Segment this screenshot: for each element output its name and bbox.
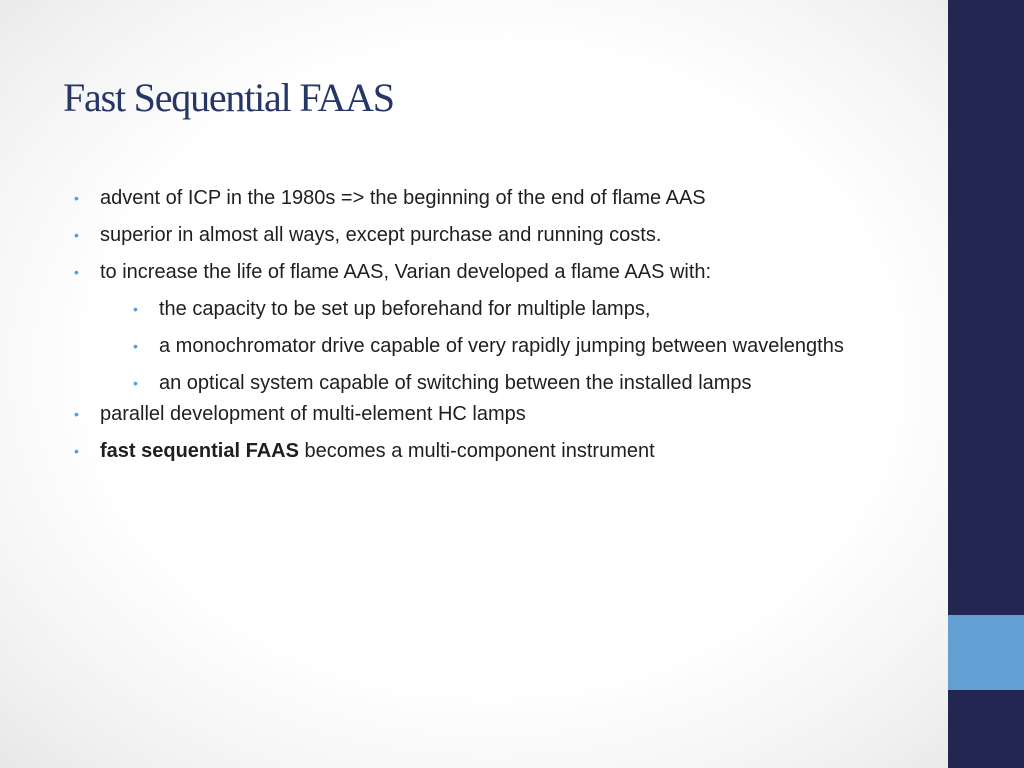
- sub-bullet-item: [100, 294, 854, 325]
- slide-title: Fast Sequential FAAS: [63, 75, 394, 120]
- bullet-dot-icon: •: [133, 301, 138, 317]
- bullet-dot-icon: •: [133, 375, 138, 391]
- bullet-bold-text: fast sequential FAAS: [100, 440, 299, 462]
- bullet-item: [74, 399, 854, 430]
- bullet-item: [74, 183, 854, 214]
- sidebar-accent-band: [948, 615, 1024, 690]
- bullet-text: becomes a multi-component instrument: [298, 440, 655, 462]
- bullet-dot-icon: •: [74, 227, 79, 243]
- sub-bullet-list: [100, 294, 854, 399]
- sub-bullet-text: an optical system capable of switching between the installed lamps: [159, 372, 752, 394]
- sub-bullet-item: [100, 331, 854, 362]
- sub-bullet-item: [100, 368, 854, 399]
- sub-bullet-text: the capacity to be set up beforehand for multiple lamps,: [159, 298, 651, 320]
- bullet-text: parallel development of multi-element HC lamps: [100, 403, 526, 425]
- bullet-text: to increase the life of flame AAS, Varian developed a flame AAS with:: [100, 261, 712, 283]
- bullet-item: [74, 220, 854, 251]
- bullet-dot-icon: •: [74, 443, 79, 459]
- bullet-dot-icon: •: [74, 264, 79, 280]
- bullet-text: superior in almost all ways, except purchase and running costs.: [100, 224, 662, 246]
- sub-bullet-text: a monochromator drive capable of very rapidly jumping between wavelengths: [159, 335, 844, 357]
- bullet-dot-icon: •: [74, 190, 79, 206]
- bullet-list: [74, 183, 854, 467]
- bullet-item: [74, 436, 854, 467]
- bullet-item: [74, 257, 854, 399]
- slide-content: [74, 183, 854, 473]
- bullet-text: advent of ICP in the 1980s => the beginning of the end of flame AAS: [100, 187, 706, 209]
- bullet-dot-icon: •: [74, 406, 79, 422]
- bullet-dot-icon: •: [133, 338, 138, 354]
